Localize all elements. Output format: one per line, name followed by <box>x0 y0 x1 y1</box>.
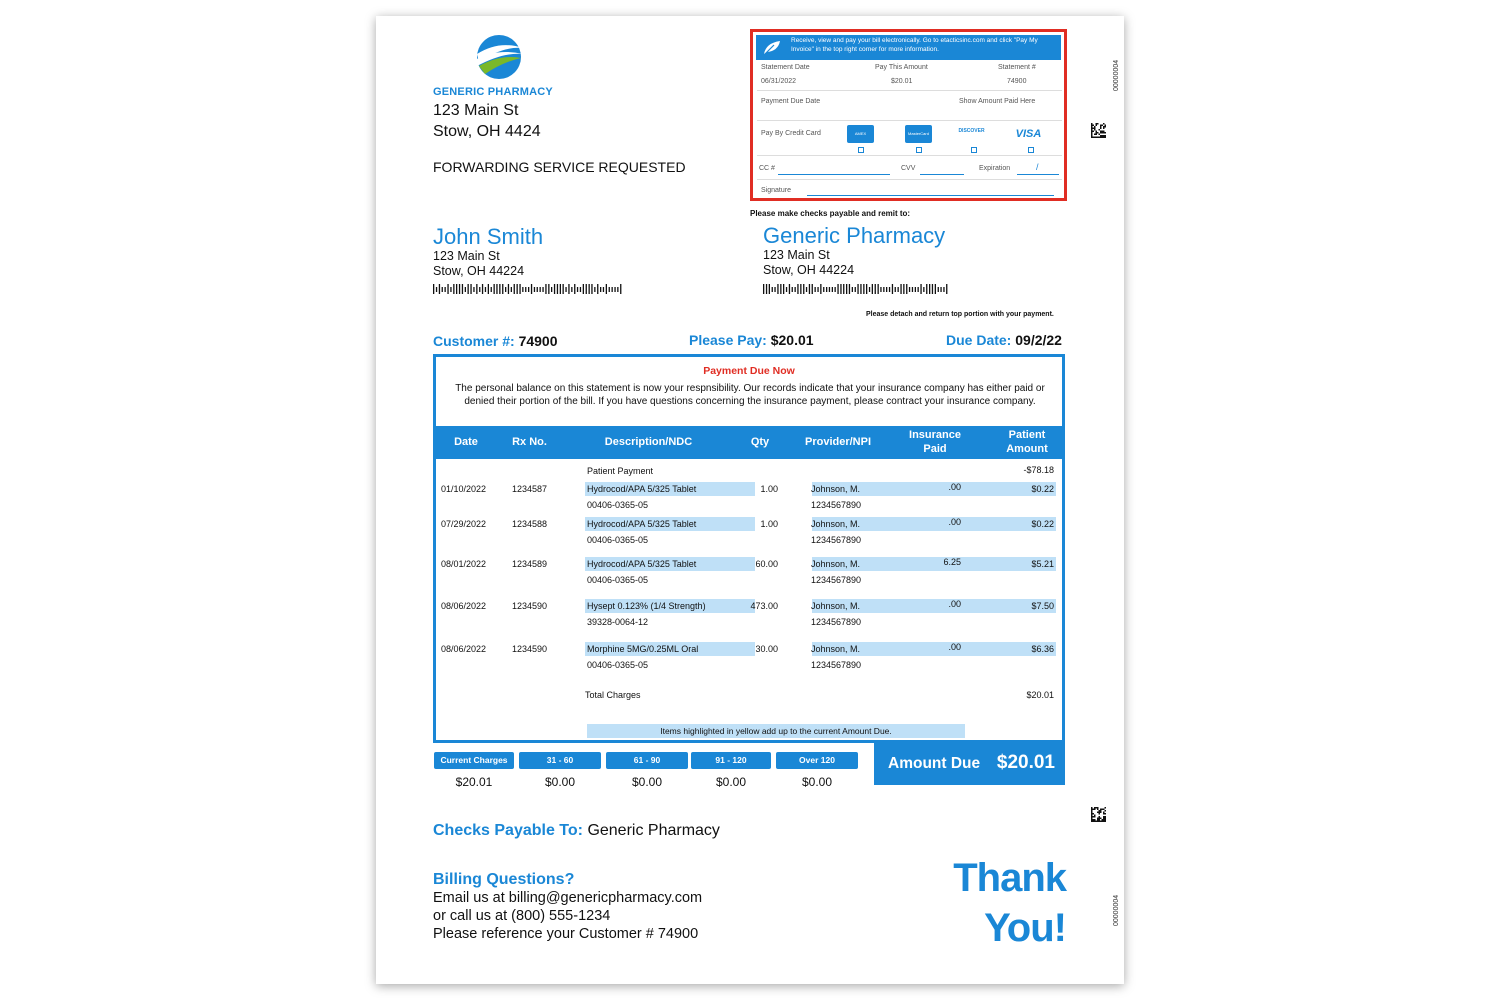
statement-page <box>376 16 1124 984</box>
pharmacy-logo-icon <box>473 32 525 82</box>
pay-amount-value: $20.01 <box>891 78 913 85</box>
sender-company-name: GENERIC PHARMACY <box>433 86 553 98</box>
recipient-street: 123 Main St <box>433 249 500 263</box>
row-date: 07/29/2022 <box>441 519 487 529</box>
remit-city: Stow, OH 44224 <box>763 263 855 277</box>
signature-label: Signature <box>761 187 791 194</box>
checks-payable-label: Checks Payable To: <box>433 822 583 839</box>
sender-city: Stow, OH 4424 <box>433 123 541 140</box>
statement-no-value: 74900 <box>1007 78 1027 85</box>
row-date: 08/06/2022 <box>441 644 487 654</box>
row-provider: Johnson, M. <box>811 519 861 529</box>
recipient-city: Stow, OH 44224 <box>433 264 525 278</box>
row-ndc: 00406-0365-05 <box>587 575 649 585</box>
row-rx: 1234590 <box>512 601 548 611</box>
visa-checkbox[interactable] <box>1028 147 1034 153</box>
total-charges-value: $20.01 <box>1026 690 1054 700</box>
expiration-separator: / <box>1036 162 1039 172</box>
row-provider: Johnson, M. <box>811 484 861 494</box>
thank-you-line-2: You! <box>984 906 1066 950</box>
paybox-banner <box>756 35 1061 60</box>
row-provider: Johnson, M. <box>811 559 861 569</box>
checks-payable-value: Generic Pharmacy <box>587 822 720 839</box>
cvv-field[interactable] <box>920 174 964 175</box>
recipient-postal-barcode <box>433 284 623 294</box>
total-charges-label: Total Charges <box>585 690 641 700</box>
expiration-field[interactable] <box>1017 174 1059 175</box>
forwarding-note: FORWARDING SERVICE REQUESTED <box>433 159 686 175</box>
billing-reference-line: Please reference your Customer # 74900 <box>433 926 699 942</box>
row-insurance-paid: .00 <box>948 642 961 652</box>
payment-due-title: Payment Due Now <box>703 365 795 377</box>
row-npi: 1234567890 <box>811 500 862 510</box>
row-patient-amount: $0.22 <box>1031 519 1054 529</box>
col-rx: Rx No. <box>512 436 547 448</box>
discover-icon: DISCOVER <box>958 128 985 134</box>
row-patient-amount: $6.36 <box>1031 644 1054 654</box>
row-description: Hydrocod/APA 5/325 Tablet <box>587 559 697 569</box>
customer-number-value: 74900 <box>518 333 558 349</box>
paybox-banner-text: Receive, view and pay your bill electronically. Go to etacticsinc.com and click "Pay My Invoice" in the top right corner for more information. <box>791 37 1038 53</box>
side-code-top: 00000004 <box>1113 59 1120 91</box>
col-insurance-paid: Insurance Paid <box>909 429 961 455</box>
leaf-icon <box>762 39 782 56</box>
aging-bucket-label: 31 - 60 <box>519 752 601 769</box>
row-insurance-paid: 6.25 <box>943 557 961 567</box>
discover-checkbox[interactable] <box>971 147 977 153</box>
side-code-bottom: 00000004 <box>1113 894 1120 926</box>
aging-bucket-label: Over 120 <box>776 752 858 769</box>
row-insurance-paid: .00 <box>948 599 961 609</box>
row-insurance-paid: .00 <box>948 517 961 527</box>
row-npi: 1234567890 <box>811 575 862 585</box>
aging-bucket-value: $0.00 <box>801 775 833 789</box>
due-date <box>946 332 1062 348</box>
row-description: Morphine 5MG/0.25ML Oral <box>587 644 699 654</box>
please-pay-value: $20.01 <box>770 332 814 348</box>
remit-street: 123 Main St <box>763 248 830 262</box>
aging-bucket-value: $0.00 <box>631 775 663 789</box>
billing-phone-line: or call us at (800) 555-1234 <box>433 908 611 924</box>
amount-due-value: $20.01 <box>996 752 1055 773</box>
col-patient-amount: Patient Amount <box>1006 429 1048 455</box>
row-provider: Johnson, M. <box>811 601 861 611</box>
customer-number <box>433 333 558 349</box>
payment-coupon <box>750 29 1067 201</box>
row-description: Hysept 0.123% (1/4 Strength) <box>587 601 706 611</box>
row-date: 08/01/2022 <box>441 559 487 569</box>
row-ndc: 00406-0365-05 <box>587 660 649 670</box>
aging-bucket-label: Current Charges <box>434 752 514 769</box>
table-header <box>436 426 1062 459</box>
detach-note: Please detach and return top portion with your payment. <box>866 311 1054 318</box>
col-description: Description/NDC <box>604 436 693 448</box>
row-rx: 1234588 <box>512 519 548 529</box>
row-ndc: 39328-0064-12 <box>587 617 649 627</box>
row-description: Hydrocod/APA 5/325 Tablet <box>587 519 697 529</box>
aging-bucket-value: $0.00 <box>544 775 576 789</box>
datamatrix-code-top <box>1091 123 1106 138</box>
billing-email-line: Email us at billing@genericpharmacy.com <box>433 890 703 906</box>
col-date: Date <box>454 436 478 448</box>
row-npi: 1234567890 <box>811 660 862 670</box>
statement-date-label: Statement Date <box>761 64 810 71</box>
due-date-value: 09/2/22 <box>1015 332 1062 348</box>
row-patient-amount: $0.22 <box>1031 484 1054 494</box>
payment-due-label: Payment Due Date <box>761 98 821 105</box>
please-pay-label: Please Pay: <box>689 332 767 348</box>
pay-amount-label: Pay This Amount <box>875 64 928 71</box>
cc-number-label: CC # <box>759 165 775 172</box>
row-ndc: 00406-0365-05 <box>587 535 649 545</box>
row-npi: 1234567890 <box>811 535 862 545</box>
sender-street: 123 Main St <box>433 102 519 119</box>
amex-checkbox[interactable] <box>858 147 864 153</box>
row-description: Hydrocod/APA 5/325 Tablet <box>587 484 697 494</box>
due-date-label: Due Date: <box>946 332 1012 348</box>
recipient-name: John Smith <box>433 224 544 249</box>
visa-icon: VISA <box>1015 128 1042 140</box>
amex-icon: AMEX <box>847 125 874 143</box>
remit-note: Please make checks payable and remit to: <box>750 209 911 218</box>
amount-due-box <box>874 743 1065 785</box>
patient-payment-label: Patient Payment <box>587 466 654 476</box>
amount-due-label: Amount Due <box>888 755 981 772</box>
signature-field[interactable] <box>807 195 1054 196</box>
row-provider: Johnson, M. <box>811 644 861 654</box>
statement-date-value: 06/31/2022 <box>761 78 797 85</box>
row-date: 01/10/2022 <box>441 484 487 494</box>
aging-bucket-value: $0.00 <box>715 775 747 789</box>
row-rx: 1234590 <box>512 644 548 654</box>
col-provider: Provider/NPI <box>804 436 872 448</box>
patient-payment-value: -$78.18 <box>1023 465 1054 475</box>
cvv-label: CVV <box>901 165 916 172</box>
expiration-label: Expiration <box>979 165 1011 172</box>
row-insurance-paid: .00 <box>948 482 961 492</box>
statement-no-label: Statement # <box>998 64 1036 71</box>
row-date: 08/06/2022 <box>441 601 487 611</box>
statement-notice: The personal balance on this statement is now your respnsibility. Our records indicate that your insurance company has either paid or denied their portion of the bill. If you have questions concerning the insurance payment, please contract your insurance company. <box>455 383 1045 407</box>
aging-bucket-label: 61 - 90 <box>606 752 688 769</box>
remit-name: Generic Pharmacy <box>763 223 946 248</box>
billing-questions-heading: Billing Questions? <box>433 871 575 888</box>
row-qty: 1.00 <box>760 484 778 494</box>
row-rx: 1234589 <box>512 559 548 569</box>
credit-card-label: Pay By Credit Card <box>761 130 821 137</box>
aging-bucket-value: $20.01 <box>455 775 493 789</box>
remit-postal-barcode <box>763 284 949 294</box>
mastercard-icon: MasterCard <box>905 125 932 143</box>
row-ndc: 00406-0365-05 <box>587 500 649 510</box>
row-rx: 1234587 <box>512 484 548 494</box>
datamatrix-code-bottom <box>1091 807 1106 822</box>
row-qty: 60.00 <box>755 559 778 569</box>
checks-payable <box>433 822 720 840</box>
amount-paid-label: Show Amount Paid Here <box>959 98 1036 105</box>
thank-you-line-1: Thank <box>953 856 1066 900</box>
row-qty: 473.00 <box>750 601 778 611</box>
statement-details <box>433 354 1065 743</box>
row-qty: 30.00 <box>755 644 778 654</box>
highlight-note: Items highlighted in yellow add up to the current Amount Due. <box>587 724 965 738</box>
aging-bucket-label: 91 - 120 <box>691 752 771 769</box>
customer-number-label: Customer #: <box>433 333 515 349</box>
row-npi: 1234567890 <box>811 617 862 627</box>
row-qty: 1.00 <box>760 519 778 529</box>
row-patient-amount: $7.50 <box>1031 601 1054 611</box>
row-patient-amount: $5.21 <box>1031 559 1054 569</box>
mastercard-checkbox[interactable] <box>916 147 922 153</box>
please-pay <box>689 332 814 348</box>
col-qty: Qty <box>750 436 770 448</box>
cc-number-field[interactable] <box>778 174 890 175</box>
